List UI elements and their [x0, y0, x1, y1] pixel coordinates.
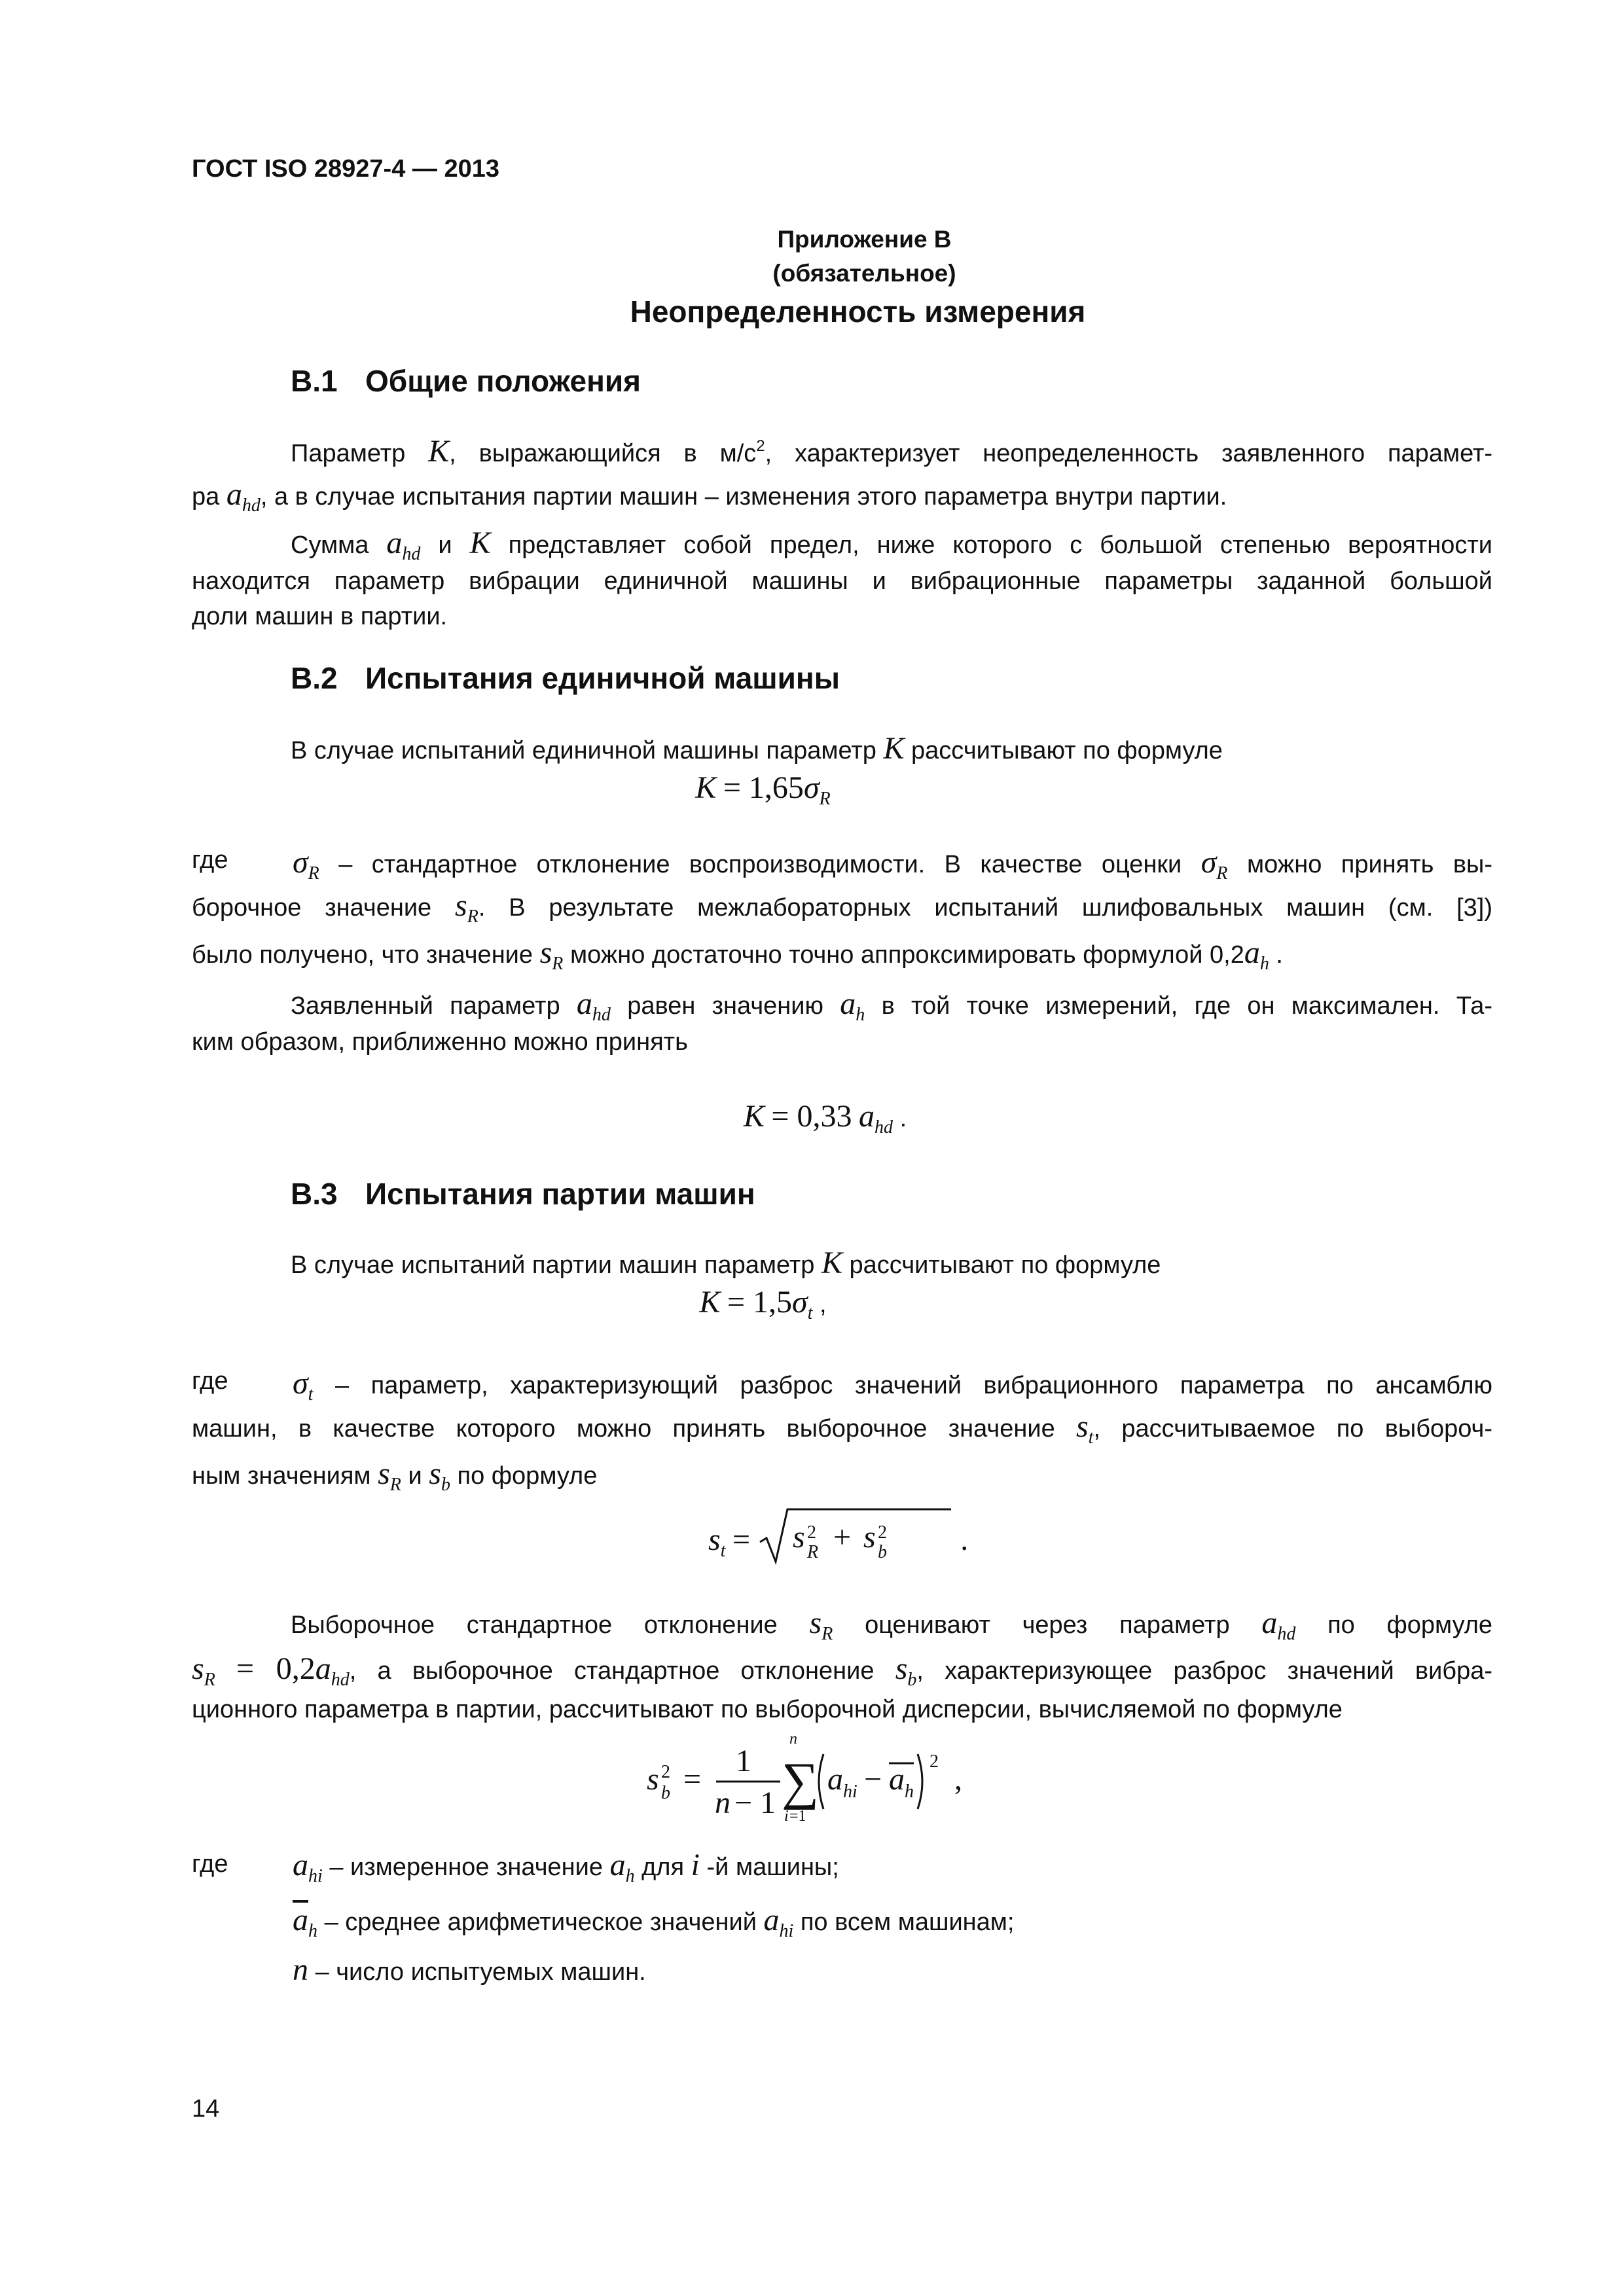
section-number: В.3: [291, 1177, 338, 1211]
annex-title: Неопределенность измерения: [630, 295, 1086, 329]
definitions-list: [293, 1843, 1471, 1992]
section-title: Испытания партии машин: [365, 1177, 755, 1211]
svg-text:∑: ∑: [782, 1753, 820, 1810]
svg-text:b: b: [661, 1783, 670, 1803]
section-number: В.1: [291, 364, 338, 398]
where-label: где: [192, 1850, 228, 1878]
formula-variance: [647, 1725, 987, 1846]
list-item: n – число испытуемых машин.: [293, 1952, 646, 1987]
section-heading-b3: [291, 1173, 755, 1215]
annex-status: (обязательное): [772, 260, 956, 287]
svg-text:=: =: [683, 1762, 702, 1797]
where-label: где: [192, 846, 228, 874]
document-header: ГОСТ ISO 28927-4 — 2013: [192, 155, 499, 183]
section-heading-b2: [291, 657, 840, 699]
section-heading-b1: [291, 360, 641, 402]
section-title: Испытания единичной машины: [365, 661, 840, 695]
svg-text:2: 2: [661, 1762, 670, 1782]
paragraph-b2-2: Заявленный параметр $a_{hd}$ равен значению $a_h$ в той точке измерений, где он максимален. Та- ким образом, приближенно можно принять: [192, 986, 1493, 1056]
formula-k-approx: K = 0,33 $a_{hd}$ .: [743, 1099, 907, 1138]
svg-text:a: a: [827, 1762, 843, 1797]
svg-text:n: n: [715, 1785, 731, 1820]
page-number: 14: [192, 2095, 220, 2123]
formula-st: $s_t$ = s 2 R + s 2 b .: [708, 1504, 968, 1570]
list-item: $a_{hi}$ – измеренное значение $a_h$ для i -й машины;: [293, 1848, 839, 1886]
sqrt-sign: [757, 1504, 954, 1570]
svg-text:n: n: [789, 1731, 797, 1748]
svg-text:2: 2: [877, 1522, 887, 1543]
svg-text:h: h: [905, 1782, 914, 1802]
svg-text:i: i: [784, 1808, 789, 1825]
svg-text:1: 1: [736, 1744, 751, 1778]
svg-text:− 1: − 1: [734, 1785, 776, 1820]
paragraph-b3-2: Выборочное стандартное отклонение $s_R$ оценивают через параметр $a_{hd}$ по формуле $s_R = 0,2a_{hd}$, а выборочное стандартное отклонение $s_b$, характеризующее разброс значений вибра- ционного параметра в партии, рассчитывают по выборочной дисперсии, вычисляемой по формуле: [192, 1605, 1493, 1723]
svg-text:2: 2: [806, 1522, 816, 1543]
svg-text:=1: =1: [789, 1808, 806, 1825]
paragraph-b2-1: В случае испытаний единичной машины параметр K рассчитывают по формуле: [291, 731, 1223, 766]
formula-k-batch: $K = 1,5\sigma_t$ ,: [699, 1285, 827, 1323]
paragraph-b1-2: Сумма $a_{hd}$ и K представляет собой предел, ниже которого с большой степенью вероятности находится параметр вибрации единичной машины и вибрационные параметры заданной большой доли машин в партии.: [192, 526, 1493, 630]
svg-text:,: ,: [954, 1762, 962, 1797]
svg-text:s: s: [863, 1520, 876, 1554]
svg-text:s: s: [792, 1520, 805, 1554]
paragraph-b2-where: $\sigma_R$ – стандартное отклонение воспроизводимости. В качестве оценки $\sigma_R$ можно принять вы- борочное значение $s_R$. В результате межлабораторных испытаний шлифовальных машин (см. [3]) было получено, что значение $s_R$ можно достаточно точно аппроксимировать формулой $0,2a_h$ .: [192, 845, 1493, 974]
paragraph-b1-1: Параметр K, выражающийся в $м/с^2$, характеризует неопределенность заявленного парамет- ра $a_{hd}$, а в случае испытания партии машин – изменения этого параметра внутри партии.: [192, 434, 1493, 516]
svg-text:s: s: [647, 1762, 659, 1797]
svg-text:hi: hi: [843, 1782, 857, 1802]
svg-text:R: R: [806, 1542, 818, 1562]
section-title: Общие положения: [365, 364, 641, 398]
svg-text:−: −: [864, 1762, 882, 1797]
where-label: где: [192, 1367, 228, 1395]
paragraph-b3-where: $\sigma_t$ – параметр, характеризующий разброс значений вибрационного параметра по ансамблю машин, в качестве которого можно принять выборочное значение $s_t$, рассчитываемое по выбороч- ным значениям $s_R$ и $s_b$ по формуле: [192, 1366, 1493, 1495]
svg-text:b: b: [877, 1542, 887, 1562]
svg-text:a: a: [889, 1762, 905, 1797]
svg-text:+: +: [833, 1520, 851, 1554]
section-number: В.2: [291, 661, 338, 695]
annex-label: Приложение В: [777, 226, 952, 253]
svg-text:2: 2: [929, 1751, 939, 1772]
paragraph-b3-1: В случае испытаний партии машин параметр K рассчитывают по формуле: [291, 1246, 1161, 1280]
list-item: $\overline{a}_h$ – среднее арифметическое значений $a_{hi}$ по всем машинам;: [293, 1903, 1015, 1941]
formula-k-single: $K = 1,65\sigma_R$: [695, 770, 831, 809]
